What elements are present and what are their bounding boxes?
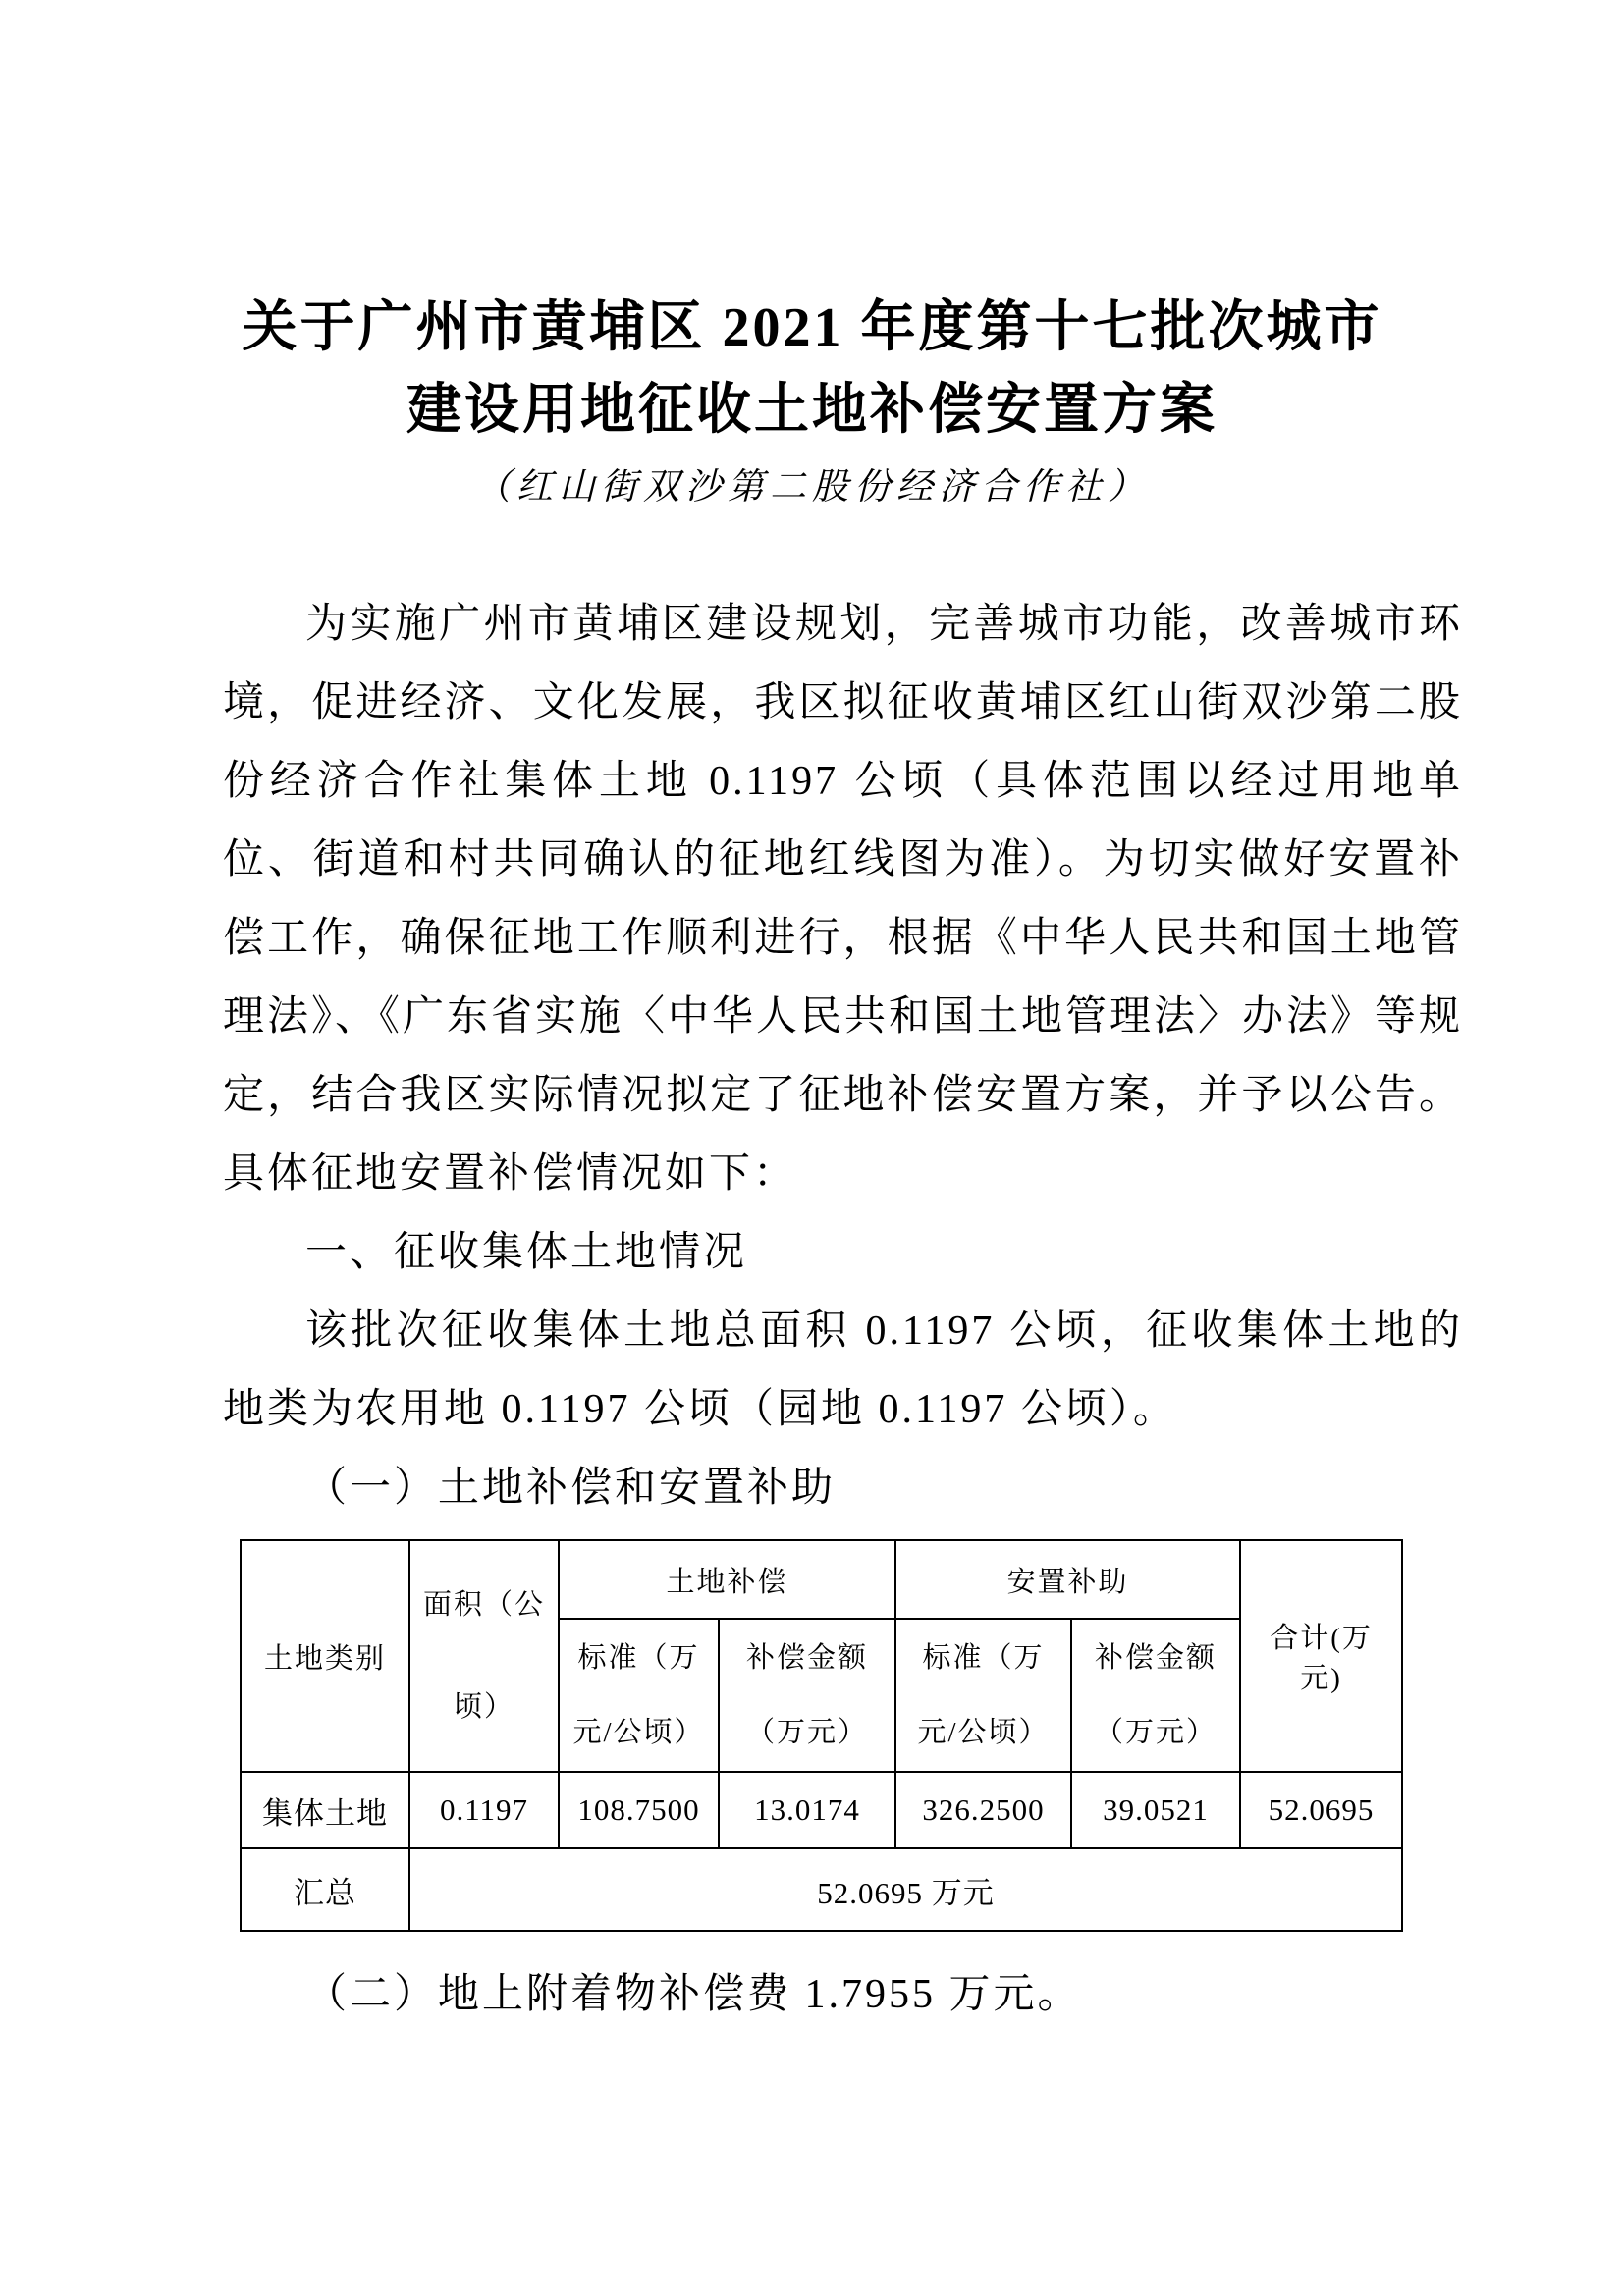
title-block	[0, 0, 1624, 514]
subsection-2-line: （二）地上附着物补偿费 1.7955 万元。	[305, 1972, 1082, 2017]
header-cell-land-compensation-group: 土地补偿	[559, 1540, 895, 1619]
document-title-line-2: 建设用地征收土地补偿安置方案	[406, 380, 1218, 441]
intro-paragraph: 为实施广州市黄埔区建设规划，完善城市功能，改善城市环境，促进经济、文化发展，我区拟征收黄埔区红山街双沙第二股份经济合作社集体土地 0.1197 公顷（具体范围以经过用地单位、街道和村共同确认的征地红线图为准）。为切实做好安置补偿工作，确保征地工作顺利进行，根据《中华人民共和国土地管理法》、《广东省实施〈中华人民共和国土地管理法〉办法》等规定，结合我区实际情况拟定了征地补偿安置方案，并予以公告。具体征地安置补偿情况如下：	[223, 602, 1464, 1197]
summary-label-cell: 汇总	[241, 1848, 409, 1931]
document-body	[0, 514, 1624, 2034]
header-cell-total: 合计(万元)	[1240, 1540, 1402, 1772]
compensation-table	[240, 1539, 1403, 1932]
header-cell-land-type: 土地类别	[241, 1540, 409, 1772]
header-cell-resettlement-subsidy-group: 安置补助	[895, 1540, 1240, 1619]
cell-land-amount: 13.0174	[719, 1772, 895, 1848]
document-title-line-1: 关于广州市黄埔区 2021 年度第十七批次城市	[242, 297, 1382, 358]
document-subtitle: （红山街双沙第二股份经济合作社）	[474, 467, 1150, 507]
section-1-heading: 一、征收集体土地情况	[305, 1230, 748, 1275]
table-data-row	[241, 1772, 1402, 1848]
cell-resettle-standard: 326.2500	[895, 1772, 1071, 1848]
header-cell-resettle-standard: 标准（万元/公顷）	[895, 1619, 1071, 1772]
header-cell-land-standard: 标准（万元/公顷）	[559, 1619, 719, 1772]
cell-area: 0.1197	[409, 1772, 559, 1848]
header-cell-land-amount: 补偿金额（万元）	[719, 1619, 895, 1772]
summary-value-cell: 52.0695 万元	[409, 1848, 1402, 1931]
table-summary-row	[241, 1848, 1402, 1931]
table-header-row-group	[241, 1540, 1402, 1619]
cell-total: 52.0695	[1240, 1772, 1402, 1848]
cell-land-type: 集体土地	[241, 1772, 409, 1848]
section-1-paragraph: 该批次征收集体土地总面积 0.1197 公顷，征收集体土地的地类为农用地 0.1197 公顷（园地 0.1197 公顷）。	[223, 1308, 1463, 1432]
cell-land-standard: 108.7500	[559, 1772, 719, 1848]
header-cell-area: 面积（公顷）	[409, 1540, 559, 1772]
subsection-1-heading: （一）土地补偿和安置补助	[305, 1466, 837, 1511]
header-cell-resettle-amount: 补偿金额（万元）	[1071, 1619, 1240, 1772]
cell-resettle-amount: 39.0521	[1071, 1772, 1240, 1848]
